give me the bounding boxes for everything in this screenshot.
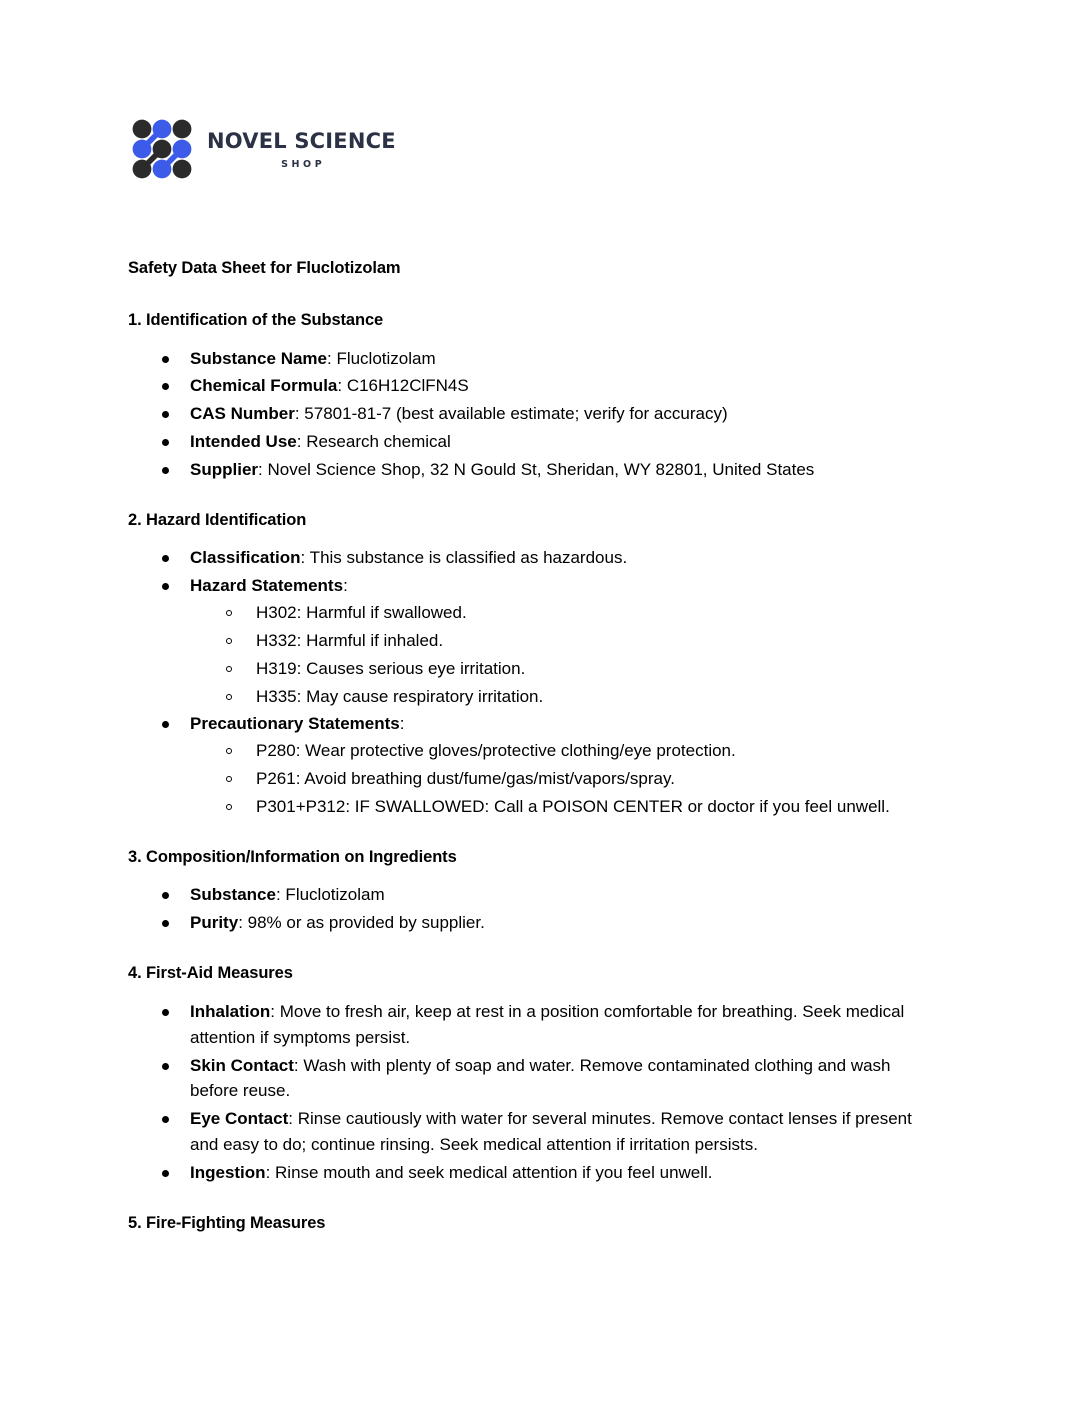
document-section [128,963,928,1186]
bullet-ring-icon [226,776,232,782]
list-item-label: Chemical Formula [190,376,338,396]
list-item [128,999,928,1051]
sub-list-item-text: P261: Avoid breathing dust/fume/gas/mist/vapors/spray. [256,769,675,789]
bullet-disc-icon [162,583,169,590]
sub-list-item [190,684,928,710]
sub-list-item [190,738,928,764]
list-item [128,401,928,427]
list-item [128,429,928,455]
list-item-label: Substance [190,885,276,905]
list-item-label: Skin Contact [190,1055,294,1075]
list-item [128,1053,928,1105]
list-item [128,1160,928,1186]
sub-list-item-text: H319: Causes serious eye irritation. [256,658,526,678]
bullet-ring-icon [226,804,232,810]
list-item-text: : 57801-81-7 (best available estimate; verify for accuracy) [294,404,728,424]
section-spacer [128,1188,928,1213]
section-heading: 2. Hazard Identification [128,510,307,529]
document-section [128,1213,928,1235]
logo-text-group [207,128,396,169]
bullet-disc-icon [162,1116,169,1123]
section-spacer [128,938,928,963]
sub-bullet-list [190,738,928,819]
company-logo [131,118,396,180]
bullet-disc-icon [162,411,169,418]
sub-list-item [190,628,928,654]
list-item-label: Inhalation [190,1001,271,1021]
bullet-list [128,346,928,483]
list-item-text: : Novel Science Shop, 32 N Gould St, Sheridan, WY 82801, United States [258,459,815,479]
section-spacer [128,485,928,510]
bullet-disc-icon [162,920,169,927]
list-item [128,373,928,399]
list-item [128,573,928,709]
bullet-disc-icon [162,383,169,390]
list-item [128,882,928,908]
list-item-text: : Move to fresh air, keep at rest in a position comfortable for breathing. Seek medical attention if symptoms persist. [190,1001,905,1047]
document-body [128,258,928,1248]
sub-list-item [190,600,928,626]
sub-bullet-list [190,600,928,709]
bullet-disc-icon [162,1063,169,1070]
sub-list-item-text: H332: Harmful if inhaled. [256,630,444,650]
bullet-ring-icon [226,694,232,700]
list-item-text: : C16H12ClFN4S [337,376,469,396]
section-heading: 4. First-Aid Measures [128,964,293,983]
list-item-label: Substance Name [190,348,327,368]
section-heading: 1. Identification of the Substance [128,310,384,329]
bullet-ring-icon [226,666,232,672]
sub-list-item [190,656,928,682]
list-item-label: Supplier [190,459,259,479]
list-item [128,711,928,819]
bullet-ring-icon [226,638,232,644]
list-item-label: CAS Number [190,404,295,424]
bullet-disc-icon [162,356,169,363]
list-item-label: Purity [190,913,239,933]
document-section [128,510,928,820]
section-heading: 5. Fire-Fighting Measures [128,1213,326,1232]
bullet-list [128,882,928,936]
list-item-label: Hazard Statements [190,576,344,596]
list-item-text: : Rinse mouth and seek medical attention if you feel unwell. [265,1162,713,1182]
bullet-disc-icon [162,1009,169,1016]
list-item [128,457,928,483]
bullet-ring-icon [226,610,232,616]
bullet-disc-icon [162,892,169,899]
list-item-label: Eye Contact [190,1109,289,1129]
bullet-disc-icon [162,721,169,728]
list-item [128,910,928,936]
list-item-text: : [343,576,348,596]
bullet-disc-icon [162,555,169,562]
list-item-text: : Fluclotizolam [327,348,436,368]
document-section [128,310,928,483]
molecule-grid-icon [131,118,193,180]
sub-list-item-text: P301+P312: IF SWALLOWED: Call a POISON CENTER or doctor if you feel unwell. [256,796,890,816]
list-item-label: Classification [190,548,301,568]
logo-wordmark: NOVEL SCIENCE [207,129,396,154]
list-item [128,545,928,571]
list-item-text: : 98% or as provided by supplier. [238,913,485,933]
sub-list-item-text: H335: May cause respiratory irritation. [256,686,544,706]
list-item-label: Precautionary Statements [190,714,400,734]
bullet-disc-icon [162,467,169,474]
list-item [128,346,928,372]
section-heading: 3. Composition/Information on Ingredients [128,847,457,866]
bullet-disc-icon [162,1170,169,1177]
list-item-text: : Research chemical [296,432,451,452]
sub-list-item-text: H302: Harmful if swallowed. [256,603,467,623]
list-item-text: : Fluclotizolam [275,885,385,905]
sub-list-item [190,766,928,792]
bullet-disc-icon [162,439,169,446]
document-section [128,847,928,936]
bullet-list [128,999,928,1186]
sub-list-item-text: P280: Wear protective gloves/protective clothing/eye protection. [256,741,736,761]
list-item-label: Ingestion [190,1162,266,1182]
list-item-text: : Rinse cautiously with water for several minutes. Remove contact lenses if present and easy to do; continue rinsing. Seek medical attention if irritation persists. [190,1109,912,1155]
bullet-list [128,545,928,819]
logo-subtitle: SHOP [281,158,326,170]
sub-list-item [190,794,928,820]
list-item-text: : This substance is classified as hazardous. [300,548,628,568]
bullet-ring-icon [226,748,232,754]
section-spacer [128,822,928,847]
list-item [128,1106,928,1158]
list-item-label: Intended Use [190,432,297,452]
sections-container [128,310,928,1235]
list-item-text: : Wash with plenty of soap and water. Remove contaminated clothing and wash before reuse. [190,1055,891,1101]
page-title: Safety Data Sheet for Fluclotizolam [128,259,401,277]
list-item-text: : [399,714,405,734]
